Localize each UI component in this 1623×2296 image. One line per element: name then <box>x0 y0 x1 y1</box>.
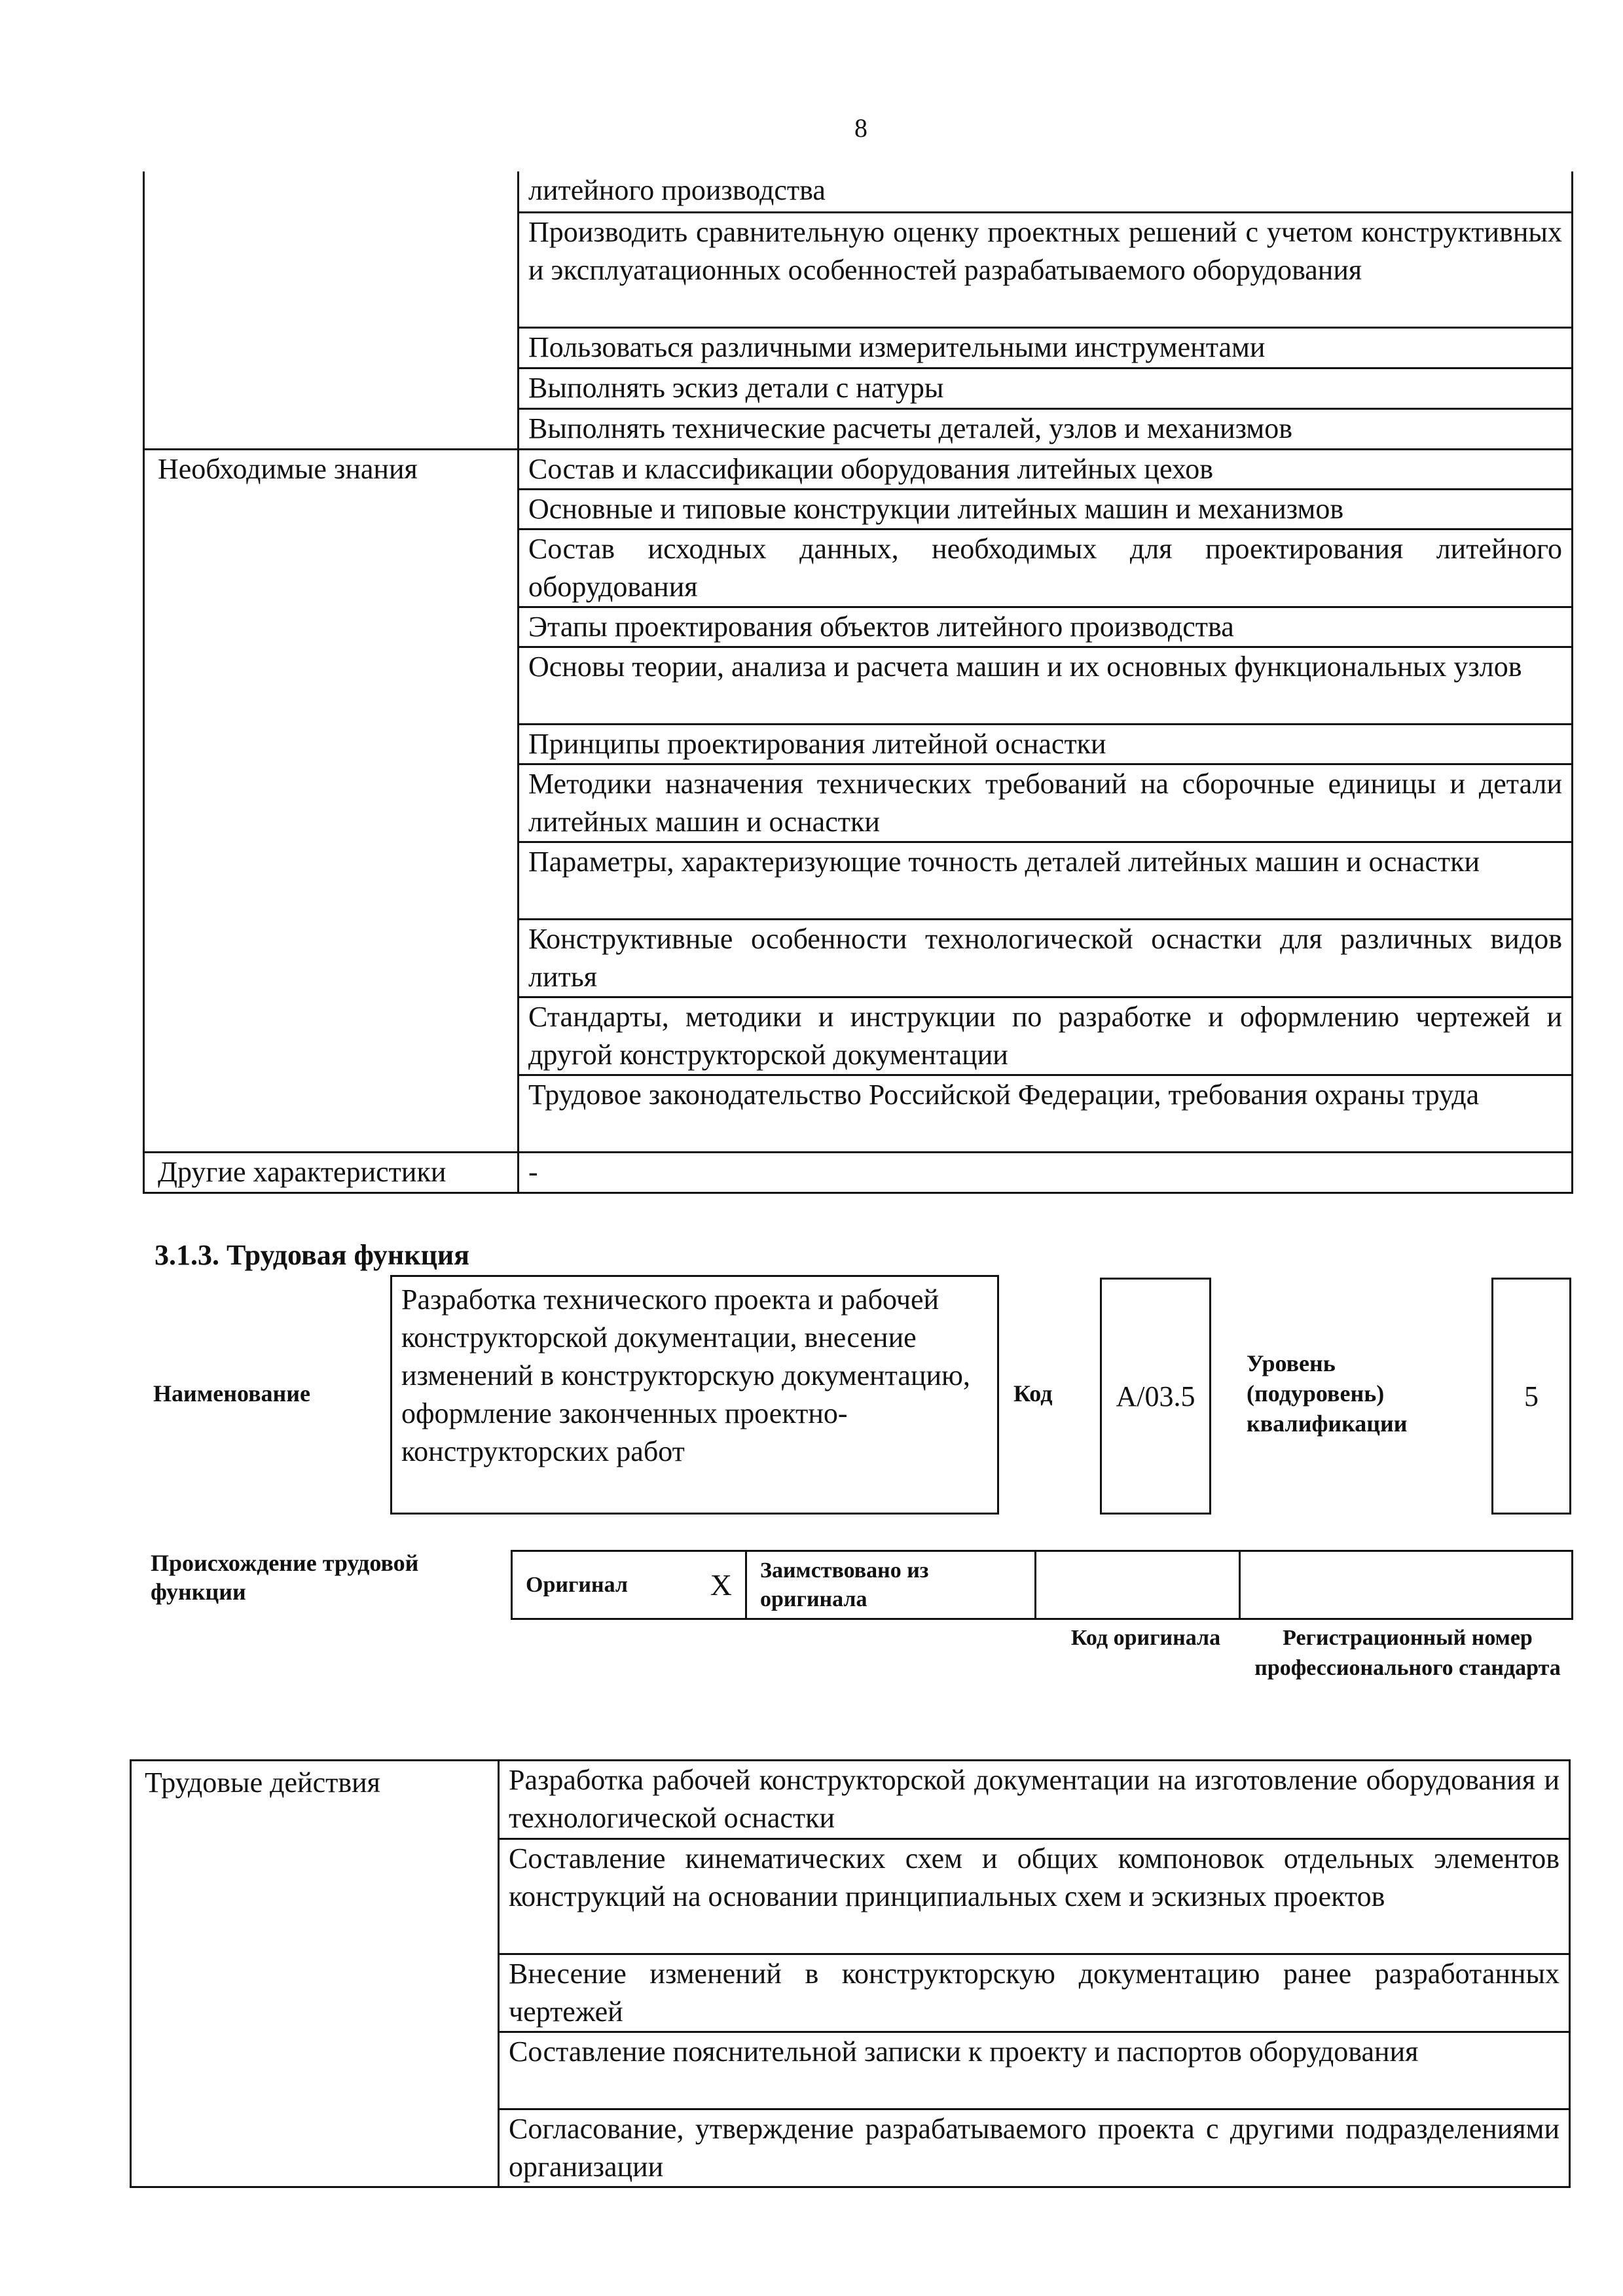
name-value-box <box>390 1275 999 1515</box>
actions-table <box>130 1759 1571 2188</box>
original-cell <box>512 1551 746 1619</box>
code-value: A/03.5 <box>1116 1380 1195 1412</box>
list-item: Трудовое законодательство Российской Федерации, требования охраны труда <box>519 1075 1573 1152</box>
skills-knowledge-table <box>143 171 1573 1194</box>
list-item: литейного производства <box>519 171 1573 212</box>
list-item: Производить сравнительную оценку проектных решений с учетом конструктивных и эксплуатационных особенностей разрабатываемого оборудования <box>519 212 1573 327</box>
list-item: Методики назначения технических требований на сборочные единицы и детали литейных машин и оснастки <box>519 764 1573 842</box>
list-item: Принципы проектирования литейной оснастки <box>519 724 1573 764</box>
knowledge-label: Необходимые знания <box>144 449 519 1152</box>
name-label: Наименование <box>153 1380 310 1407</box>
list-item: Разработка рабочей конструкторской документации на изготовление оборудования и технологической оснастки <box>499 1761 1570 1839</box>
code-label: Код <box>1013 1380 1053 1407</box>
actions-label: Трудовые действия <box>131 1761 499 2187</box>
page-number: 8 <box>854 113 867 143</box>
reg-caption: Регистрационный номер профессионального стандарта <box>1254 1626 1561 1680</box>
list-item: Основы теории, анализа и расчета машин и их основных функциональных узлов <box>519 647 1573 724</box>
other-label: Другие характеристики <box>144 1152 519 1193</box>
reg-number-cell <box>1240 1551 1573 1619</box>
list-item: Основные и типовые конструкции литейных машин и механизмов <box>519 489 1573 529</box>
list-item: Конструктивные особенности технологической оснастки для различных видов литья <box>519 919 1573 997</box>
list-item: Состав и классификации оборудования литейных цехов <box>519 449 1573 489</box>
origin-label: Происхождение трудовой функции <box>151 1550 419 1605</box>
other-value: - <box>519 1152 1573 1193</box>
origin-table <box>511 1550 1573 1620</box>
level-value: 5 <box>1524 1380 1539 1412</box>
list-item: Выполнять эскиз детали с натуры <box>519 368 1573 408</box>
original-mark: X <box>710 1568 732 1602</box>
list-item: Состав исходных данных, необходимых для проектирования литейного оборудования <box>519 529 1573 607</box>
list-item: Этапы проектирования объектов литейного производства <box>519 607 1573 647</box>
list-item: Составление пояснительной записки к проекту и паспортов оборудования <box>499 2032 1570 2109</box>
list-item: Параметры, характеризующие точность деталей литейных машин и оснастки <box>519 842 1573 919</box>
empty-label-cell <box>144 171 519 449</box>
list-item: Составление кинематических схем и общих компоновок отдельных элементов конструкций на основании принципиальных схем и эскизных проектов <box>499 1839 1570 1954</box>
name-value: Разработка технического проекта и рабочей конструкторской документации, внесение изменений в конструкторскую документацию, оформление законченных проектно-конструкторских работ <box>401 1283 970 1467</box>
list-item: Пользоваться различными измерительными инструментами <box>519 327 1573 368</box>
list-item: Внесение изменений в конструкторскую документацию ранее разработанных чертежей <box>499 1954 1570 2032</box>
code-value-box <box>1100 1278 1211 1515</box>
original-code-cell <box>1036 1551 1240 1619</box>
list-item: Согласование, утверждение разрабатываемого проекта с другими подразделениями организации <box>499 2109 1570 2187</box>
level-value-box <box>1491 1278 1571 1515</box>
section-heading: 3.1.3. Трудовая функция <box>155 1239 470 1271</box>
original-label: Оригинал <box>526 1572 628 1597</box>
list-item: Стандарты, методики и инструкции по разработке и оформлению чертежей и другой конструкторской документации <box>519 997 1573 1075</box>
level-label: Уровень (подуровень) квалификации <box>1247 1350 1408 1437</box>
borrowed-label: Заимствовано из оригинала <box>746 1551 1036 1619</box>
code-caption: Код оригинала <box>1070 1626 1221 1650</box>
list-item: Выполнять технические расчеты деталей, узлов и механизмов <box>519 408 1573 449</box>
